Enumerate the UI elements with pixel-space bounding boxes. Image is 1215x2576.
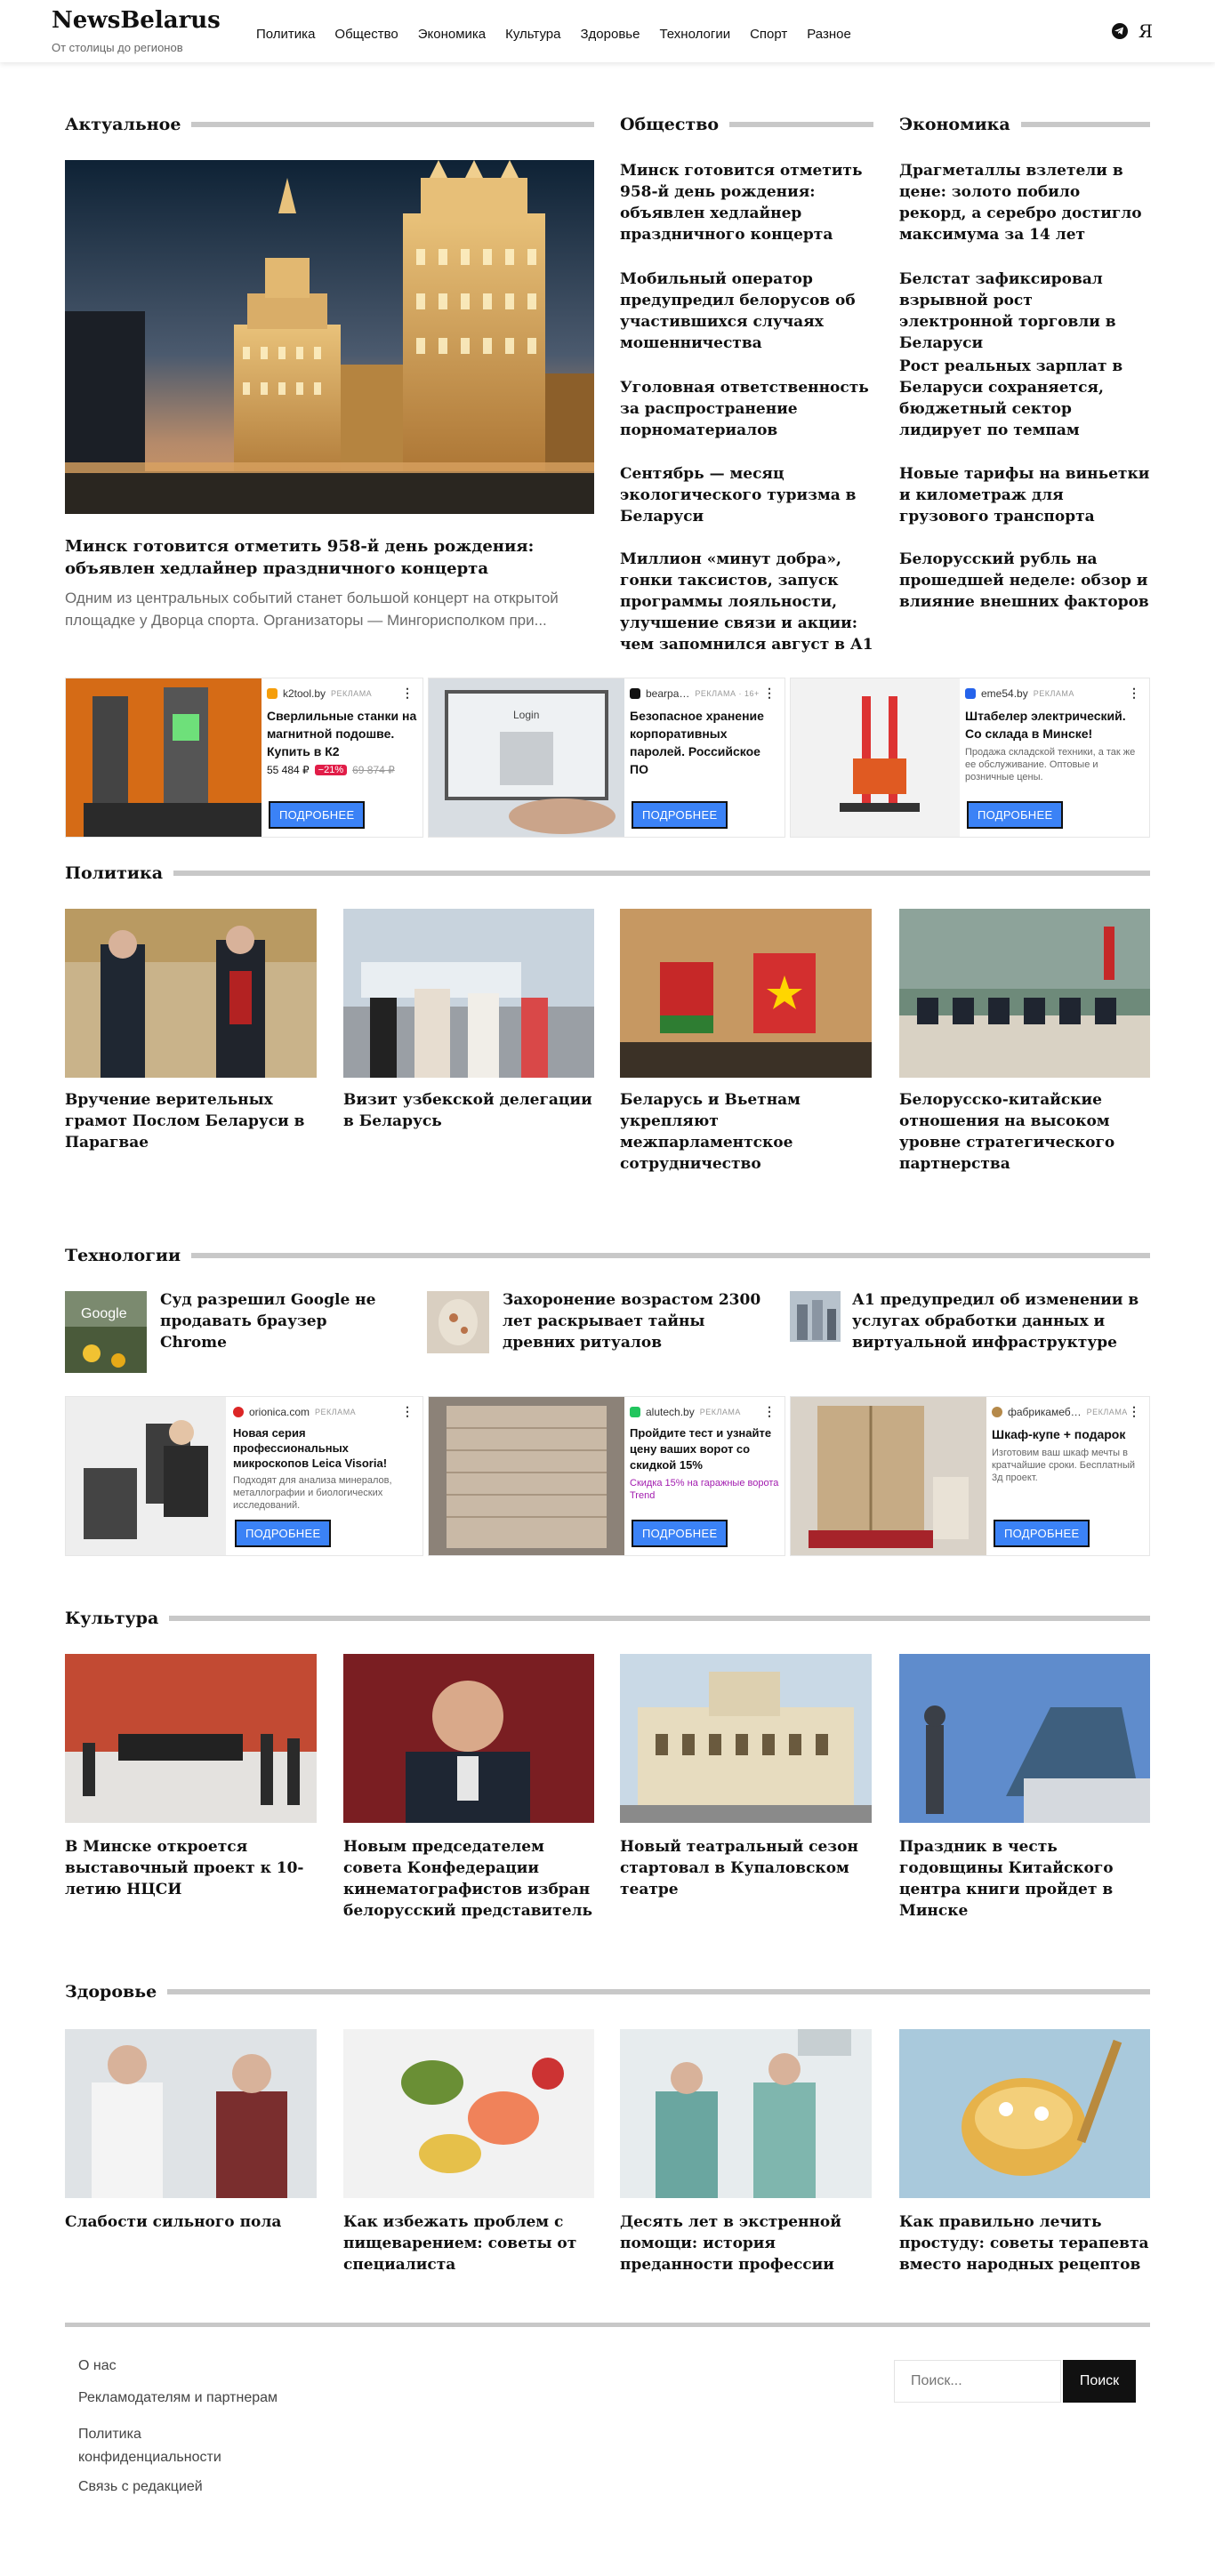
- section-heading-society: Общество: [620, 114, 873, 135]
- favicon-icon: [630, 688, 640, 699]
- society-item[interactable]: Сентябрь — месяц экологического туризма в Беларуси: [620, 465, 857, 526]
- ad-image[interactable]: [791, 678, 960, 838]
- main-story-title[interactable]: Минск готовится отметить 958-й день рождения: объявлен хедлайнер праздничного концерта: [65, 537, 535, 578]
- politics-image[interactable]: [343, 909, 594, 1078]
- ad-more-button[interactable]: ПОДРОБНЕЕ: [994, 1520, 1090, 1547]
- nav-item-tech[interactable]: Технологии: [659, 27, 731, 42]
- ad-title[interactable]: Безопасное хранение корпоративных паролей. Российское ПО: [630, 709, 764, 776]
- favicon-icon: [965, 688, 976, 699]
- ad-desc: Изготовим ваш шкаф мечты в кратчайшие сроки. Бесплатный 3д проект.: [992, 1448, 1136, 1483]
- tech-title[interactable]: Захоронение возрастом 2300 лет раскрывает тайны древних ритуалов: [503, 1291, 761, 1352]
- culture-title[interactable]: Новым председателем совета Конфедерации кинематографистов избран белорусский представитель: [343, 1838, 593, 1920]
- section-heading-tech: Технологии: [65, 1245, 1150, 1266]
- culture-image[interactable]: [343, 1654, 594, 1823]
- ad-source[interactable]: k2tool.by РЕКЛАМА: [267, 687, 418, 700]
- politics-title[interactable]: Визит узбекской делегации в Беларусь: [343, 1091, 592, 1130]
- ad-source[interactable]: фабрикамеб… РЕКЛАМА: [992, 1406, 1143, 1418]
- ad-discount: −21%: [315, 765, 347, 775]
- footer-link-about[interactable]: О нас: [78, 2358, 117, 2373]
- ad-more-button[interactable]: ПОДРОБНЕЕ: [632, 801, 728, 829]
- section-heading-culture: Культура: [65, 1608, 1150, 1629]
- main-story-image[interactable]: [65, 160, 594, 514]
- ad-source[interactable]: bearpa… РЕКЛАМА · 16+: [630, 687, 781, 700]
- ad-card[interactable]: [428, 1396, 785, 1556]
- culture-title[interactable]: Праздник в честь годовщины Китайского центра книги пройдет в Минске: [899, 1838, 1114, 1920]
- culture-image[interactable]: [620, 1654, 872, 1823]
- ad-card[interactable]: [428, 678, 785, 838]
- telegram-icon[interactable]: [1112, 23, 1128, 39]
- nav-item-health[interactable]: Здоровье: [580, 27, 640, 42]
- favicon-icon: [267, 688, 278, 699]
- ad-card[interactable]: [65, 678, 423, 838]
- google-logo-text: Google: [81, 1306, 127, 1321]
- nav-item-politics[interactable]: Политика: [256, 27, 316, 42]
- society-item[interactable]: Миллион «минут добра», гонки таксистов, запуск программы лояльности, улучшение связи и акции: чем запомнился август в А1: [620, 550, 873, 654]
- ad-old-price: 69 874 ₽: [352, 764, 395, 776]
- tech-title[interactable]: А1 предупредил об изменении в услугах обработки данных и виртуальной инфраструктуре: [852, 1291, 1139, 1352]
- ad-source[interactable]: eme54.by РЕКЛАМА: [965, 687, 1143, 700]
- ad-screen-text: Login: [513, 709, 540, 721]
- economy-item[interactable]: Белстат зафиксировал взрывной рост электронной торговли в Беларуси: [899, 270, 1116, 352]
- ad-title[interactable]: Шкаф-купе + подарок: [992, 1427, 1126, 1441]
- politics-title[interactable]: Вручение верительных грамот Послом Беларуси в Парагвае: [65, 1091, 305, 1152]
- ad-more-button[interactable]: ПОДРОБНЕЕ: [967, 801, 1063, 829]
- ad-price: 55 484 ₽: [267, 764, 310, 776]
- ad-card[interactable]: [790, 678, 1150, 838]
- society-item[interactable]: Уголовная ответственность за распространение порноматериалов: [620, 379, 869, 439]
- search-button[interactable]: Поиск: [1063, 2360, 1136, 2403]
- main-story-lead: Одним из центральных событий станет большой концерт на открытой площадке у Дворца спорта. Организаторы — Мингорисполком при...: [65, 590, 559, 629]
- section-heading-politics: Политика: [65, 863, 1150, 884]
- favicon-icon: [630, 1407, 640, 1417]
- economy-item[interactable]: Новые тарифы на виньетки и километраж для грузового транспорта: [899, 465, 1150, 526]
- ad-more-button[interactable]: ПОДРОБНЕЕ: [632, 1520, 728, 1547]
- culture-image[interactable]: [65, 1654, 317, 1823]
- more-options-icon[interactable]: ⋮: [763, 1404, 776, 1418]
- nav-item-society[interactable]: Общество: [334, 27, 398, 42]
- ad-more-button[interactable]: ПОДРОБНЕЕ: [269, 801, 365, 829]
- health-title[interactable]: Как правильно лечить простуду: советы терапевта вместо народных рецептов: [899, 2213, 1149, 2274]
- tech-image[interactable]: [65, 1291, 147, 1373]
- more-options-icon[interactable]: ⋮: [1128, 1404, 1140, 1418]
- more-options-icon[interactable]: ⋮: [401, 1404, 414, 1418]
- more-options-icon[interactable]: ⋮: [1128, 686, 1140, 700]
- ad-image[interactable]: [66, 1397, 226, 1556]
- nav-item-sport[interactable]: Спорт: [750, 27, 788, 42]
- footer-link-privacy[interactable]: Политика конфиденциальности: [78, 2427, 221, 2465]
- tech-title[interactable]: Суд разрешил Google не продавать браузер Chrome: [160, 1291, 376, 1352]
- economy-item[interactable]: Драгметаллы взлетели в цене: золото побило рекорд, а серебро достигло максимума за 14 лет: [899, 162, 1142, 244]
- politics-image[interactable]: [899, 909, 1150, 1078]
- ad-source[interactable]: alutech.by РЕКЛАМА: [630, 1406, 781, 1418]
- ad-image[interactable]: [66, 678, 262, 838]
- ad-title[interactable]: Сверлильные станки на магнитной подошве. Купить в К2: [267, 709, 417, 758]
- ad-desc: Продажа складской техники, а так же ее обслуживание. Оптовые и розничные цены.: [965, 747, 1136, 782]
- economy-item[interactable]: Белорусский рубль на прошедшей неделе: обзор и влияние внешних факторов: [899, 550, 1149, 611]
- politics-image[interactable]: [620, 909, 872, 1078]
- tech-image[interactable]: [427, 1291, 489, 1353]
- footer-link-contact[interactable]: Связь с редакцией: [78, 2479, 203, 2494]
- nav-item-misc[interactable]: Разное: [807, 27, 851, 42]
- health-title[interactable]: Как избежать проблем с пищеварением: советы от специалиста: [343, 2213, 577, 2274]
- section-heading-health: Здоровье: [65, 1981, 1150, 2002]
- footer-link-advertisers[interactable]: Рекламодателям и партнерам: [78, 2390, 278, 2405]
- health-title[interactable]: Десять лет в экстренной помощи: история преданности профессии: [620, 2213, 841, 2274]
- nav-item-culture[interactable]: Культура: [505, 27, 561, 42]
- ad-title[interactable]: Новая серия профессиональных микроскопов Leica Visoria!: [233, 1426, 388, 1470]
- ad-image[interactable]: [791, 1397, 986, 1556]
- society-item[interactable]: Мобильный оператор предупредил белорусов об участившихся случаях мошенничества: [620, 270, 856, 352]
- ad-card[interactable]: [65, 1396, 423, 1556]
- ad-title[interactable]: Штабелер электрический. Со склада в Минске!: [965, 709, 1126, 741]
- ad-card[interactable]: [790, 1396, 1150, 1556]
- society-item[interactable]: Минск готовится отметить 958-й день рождения: объявлен хедлайнер праздничного концерта: [620, 162, 863, 244]
- site-tagline: От столицы до регионов: [52, 41, 183, 54]
- nav-item-economy[interactable]: Экономика: [417, 27, 487, 42]
- ad-promo: Скидка 15% на гаражные ворота Trend: [630, 1478, 779, 1501]
- ad-desc: Подходят для анализа минералов, металлографии и биологических исследований.: [233, 1475, 392, 1511]
- yandex-icon[interactable]: Я: [1138, 20, 1153, 42]
- tech-image[interactable]: [790, 1291, 841, 1342]
- main-nav: [256, 27, 851, 42]
- culture-title[interactable]: В Минске откроется выставочный проект к 10-летию НЦСИ: [65, 1838, 304, 1898]
- politics-image[interactable]: [65, 909, 317, 1078]
- ad-more-button[interactable]: ПОДРОБНЕЕ: [235, 1520, 331, 1547]
- more-options-icon[interactable]: ⋮: [401, 686, 414, 700]
- ad-title[interactable]: Пройдите тест и узнайте цену ваших ворот со скидкой 15%: [630, 1426, 772, 1472]
- health-title[interactable]: Слабости сильного пола: [65, 2213, 282, 2231]
- health-image[interactable]: [620, 2029, 872, 2198]
- politics-title[interactable]: Беларусь и Вьетнам укрепляют межпарламентское сотрудничество: [620, 1091, 801, 1173]
- section-heading-economy: Экономика: [899, 114, 1150, 135]
- culture-image[interactable]: [899, 1654, 1150, 1823]
- search-input[interactable]: [894, 2360, 1061, 2403]
- favicon-icon: [233, 1407, 244, 1417]
- ad-source[interactable]: orionica.com РЕКЛАМА: [233, 1406, 415, 1418]
- economy-item[interactable]: Рост реальных зарплат в Беларуси сохраняется, бюджетный сектор лидирует по темпам: [899, 357, 1123, 439]
- more-options-icon[interactable]: ⋮: [763, 686, 776, 700]
- health-image[interactable]: [899, 2029, 1150, 2198]
- site-header: [0, 0, 1215, 62]
- ad-image[interactable]: [429, 1397, 624, 1556]
- header-icons: [1112, 20, 1153, 42]
- culture-title[interactable]: Новый театральный сезон стартовал в Купаловском театре: [620, 1838, 858, 1898]
- health-image[interactable]: [343, 2029, 594, 2198]
- footer-divider: [65, 2323, 1150, 2327]
- politics-title[interactable]: Белорусско-китайские отношения на высоком уровне стратегического партнерства: [899, 1091, 1115, 1173]
- section-heading-actual: Актуальное: [65, 114, 594, 135]
- site-logo[interactable]: NewsBelarus: [52, 7, 221, 34]
- favicon-icon: [992, 1407, 1002, 1417]
- health-image[interactable]: [65, 2029, 317, 2198]
- ad-image[interactable]: [429, 678, 624, 838]
